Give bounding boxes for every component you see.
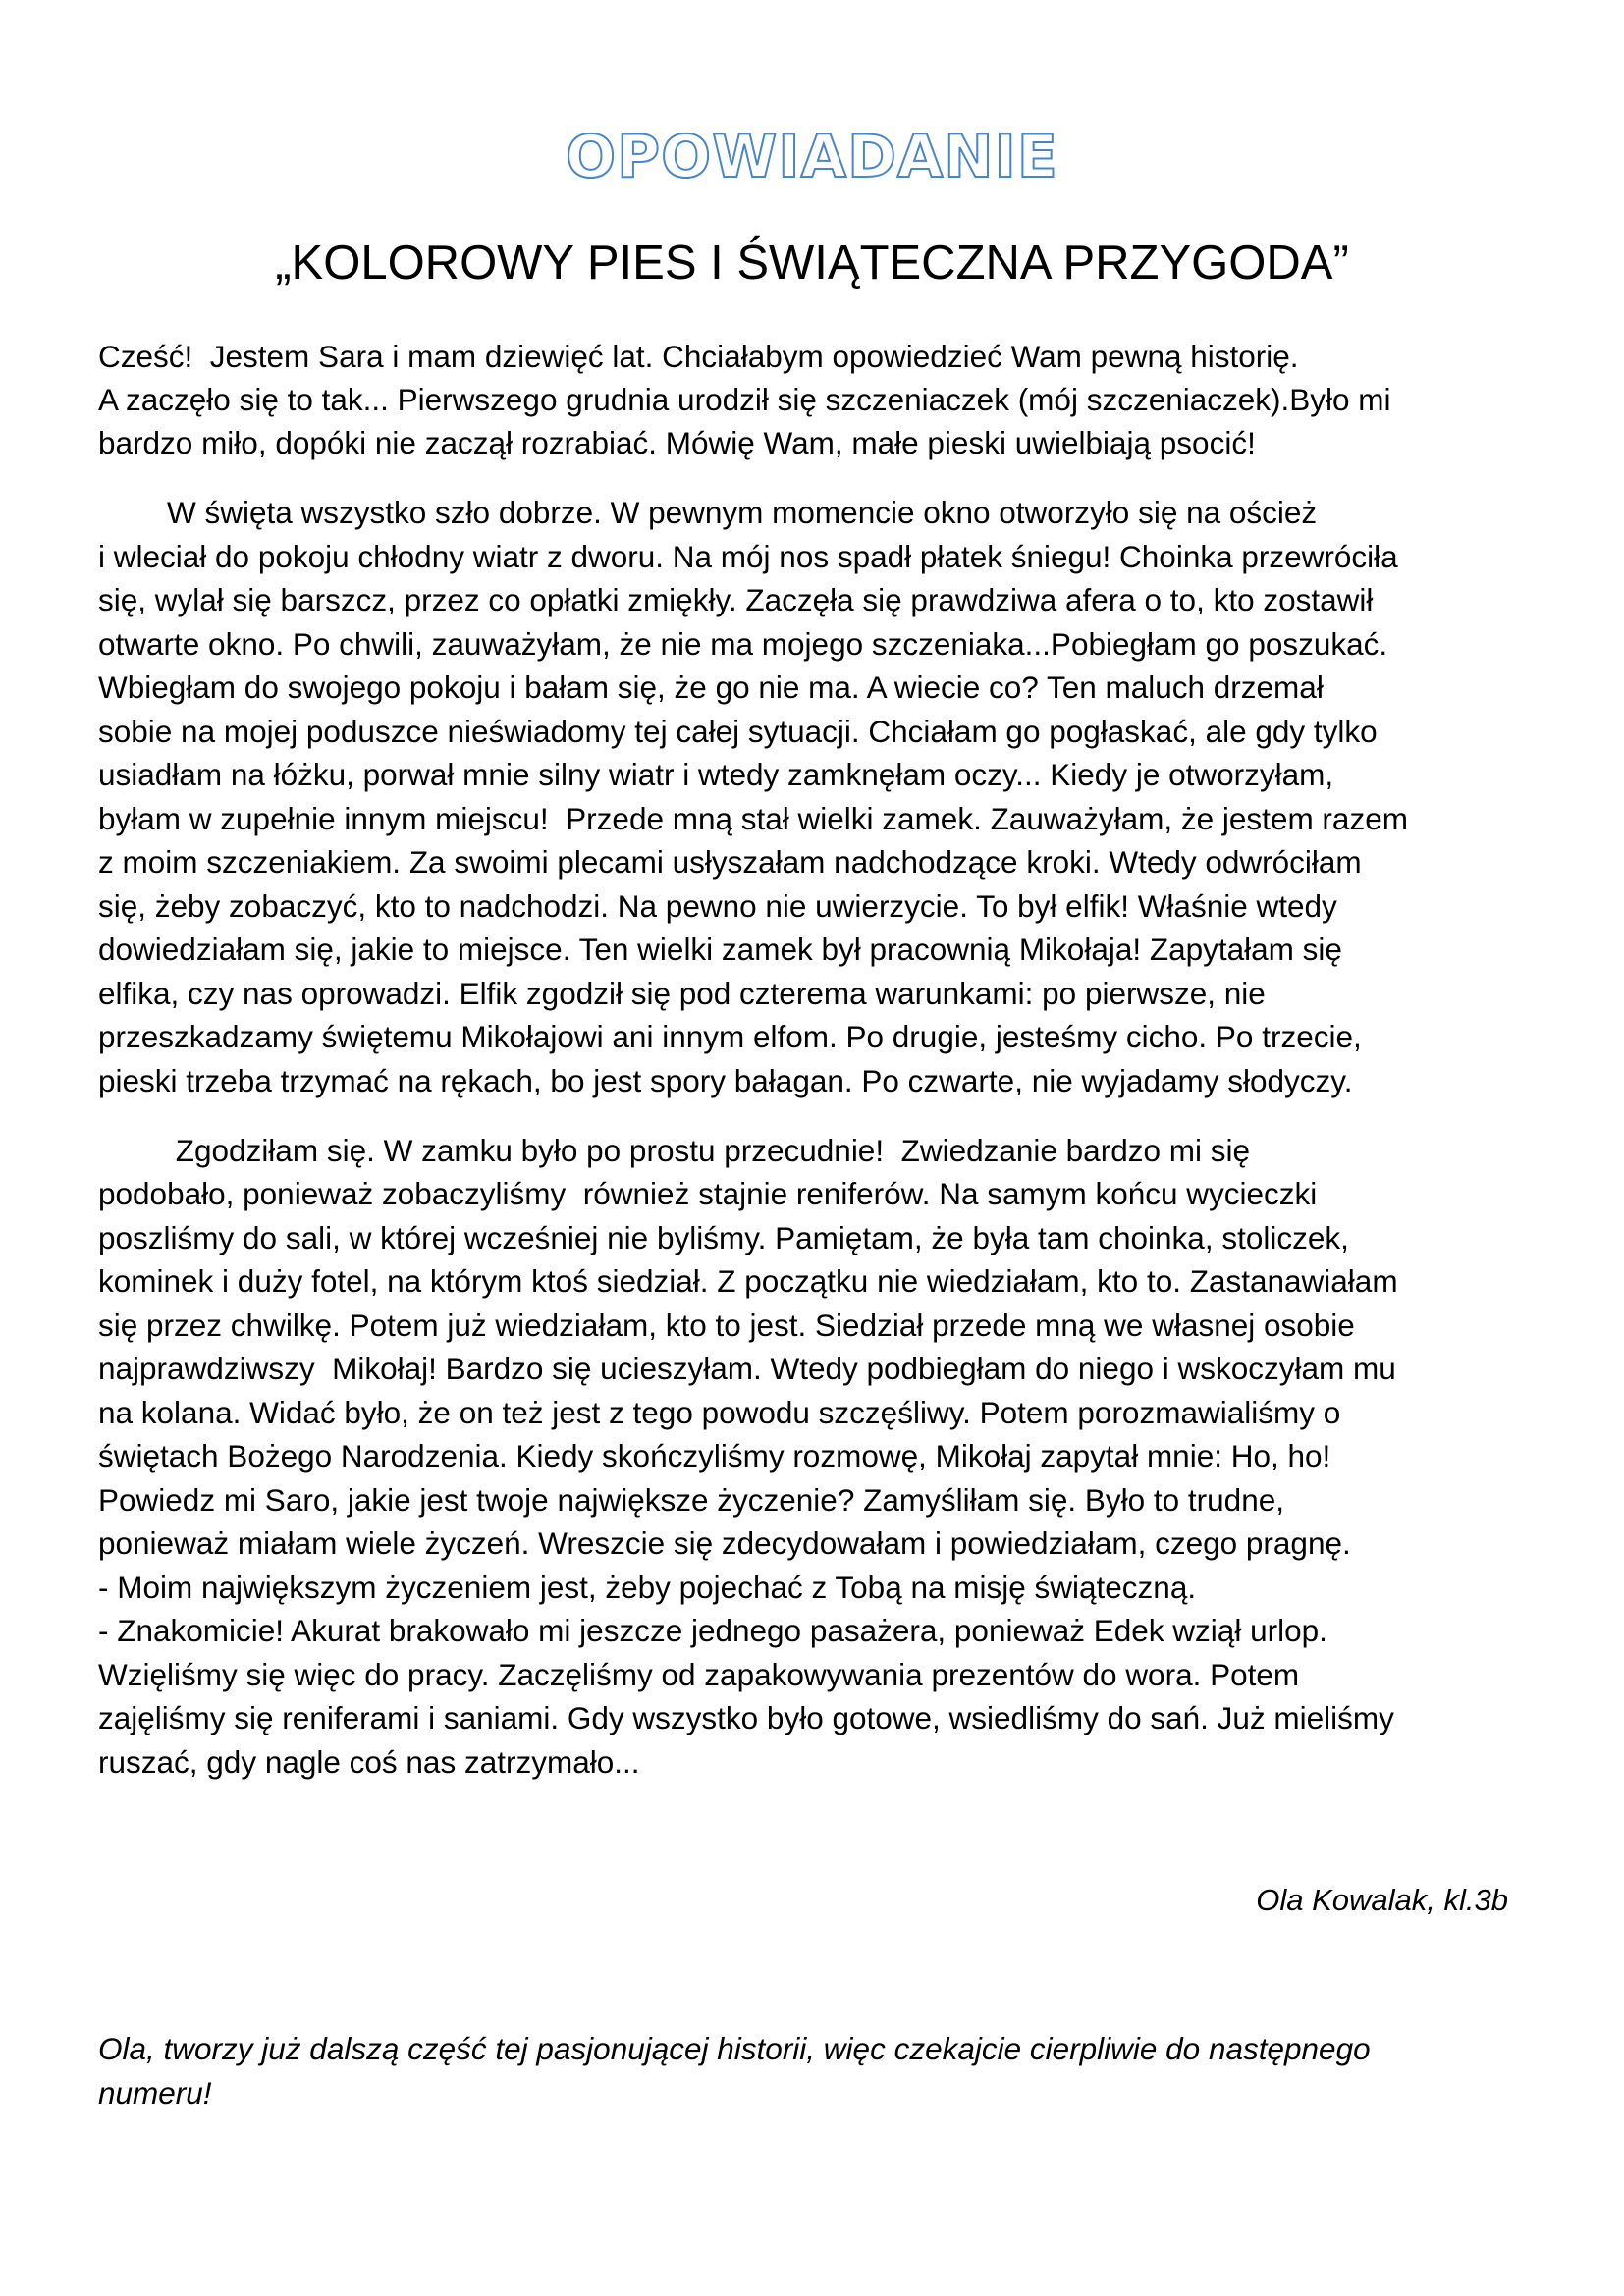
story-line: - Znakomicie! Akurat brakowało mi jeszcze jednego pasażera, ponieważ Edek wziął urlop. [98, 1613, 1327, 1648]
story-line: otwarte okno. Po chwili, zauważyłam, że nie ma mojego szczeniaka...Pobiegłam go poszukać. [98, 626, 1388, 662]
story-line: podobało, ponieważ zobaczyliśmy również stajnie reniferów. Na samym końcu wycieczki [98, 1176, 1318, 1211]
story-line: na kolana. Widać było, że on też jest z tego powodu szczęśliwy. Potem porozmawialiśmy o [98, 1395, 1341, 1430]
editor-note-line: numeru! [98, 2075, 212, 2110]
editor-note-line: Ola, tworzy już dalszą część tej pasjonującej historii, więc czekajcie cierpliwie do następnego [98, 2031, 1371, 2066]
story-line: - Moim największym życzeniem jest, żeby pojechać z Tobą na misję świąteczną. [98, 1570, 1197, 1605]
story-line: Zgodziłam się. W zamku było po prostu przecudnie! Zwiedzanie bardzo mi się [98, 1133, 1250, 1168]
story-line: W święta wszystko szło dobrze. W pewnym momencie okno otworzyło się na oścież [98, 495, 1318, 530]
section-heading: OPOWIADANIE [566, 123, 1058, 191]
story-line: ponieważ miałam wiele życzeń. Wreszcie się zdecydowałam i powiedziałam, czego pragnę. [98, 1525, 1351, 1561]
story-line: A zaczęło się to tak... Pierwszego grudnia urodził się szczeniaczek (mój szczeniaczek).Było mi [98, 382, 1391, 417]
story-line: zajęliśmy się reniferami i saniami. Gdy wszystko było gotowe, wsiedliśmy do sań. Już mieliśmy [98, 1700, 1394, 1735]
story-title: „KOLOROWY PIES I ŚWIĄTECZNA PRZYGODA” [275, 237, 1349, 290]
story-line: się przez chwilkę. Potem już wiedziałam, kto to jest. Siedział przede mną we własnej osobie [98, 1308, 1355, 1343]
story-line: najprawdziwszy Mikołaj! Bardzo się ucieszyłam. Wtedy podbiegłam do niego i wskoczyłam mu [98, 1351, 1396, 1386]
story-line: się, wylał się barszcz, przez co opłatki zmiękły. Zaczęła się prawdziwa afera o to, kto zostawił [98, 582, 1374, 617]
story-line: pieski trzeba trzymać na rękach, bo jest spory bałagan. Po czwarte, nie wyjadamy słodyczy. [98, 1063, 1353, 1098]
story-line: elfika, czy nas oprowadzi. Elfik zgodził się pod czterema warunkami: po pierwsze, nie [98, 976, 1266, 1011]
story-line: przeszkadzamy świętemu Mikołajowi ani innym elfom. Po drugie, jesteśmy cicho. Po trzecie, [98, 1019, 1362, 1054]
story-line: Wzięliśmy się więc do pracy. Zaczęliśmy od zapakowywania prezentów do wora. Potem [98, 1657, 1300, 1692]
story-line: usiadłam na łóżku, porwał mnie silny wiatr i wtedy zamknęłam oczy... Kiedy je otworzyłam, [98, 757, 1334, 792]
author-signature: Ola Kowalak, kl.3b [1256, 1883, 1508, 1917]
story-line: z moim szczeniakiem. Za swoimi plecami usłyszałam nadchodzące kroki. Wtedy odwróciłam [98, 844, 1362, 880]
story-line: kominek i duży fotel, na którym ktoś siedział. Z początku nie wiedziałam, kto to. Zastanawiałam [98, 1263, 1398, 1299]
story-line: Powiedz mi Saro, jakie jest twoje największe życzenie? Zamyśliłam się. Było to trudne, [98, 1482, 1284, 1518]
story-line: świętach Bożego Narodzenia. Kiedy skończyliśmy rozmowę, Mikołaj zapytał mnie: Ho, ho! [98, 1438, 1331, 1473]
story-line: sobie na mojej poduszce nieświadomy tej całej sytuacji. Chciałam go pogłaskać, ale gdy tylko [98, 714, 1378, 749]
story-line: dowiedziałam się, jakie to miejsce. Ten wielki zamek był pracownią Mikołaja! Zapytałam się [98, 932, 1342, 967]
story-line: bardzo miło, dopóki nie zaczął rozrabiać. Mówię Wam, małe pieski uwielbiają psocić! [98, 425, 1256, 460]
story-line: Wbiegłam do swojego pokoju i bałam się, że go nie ma. A wiecie co? Ten maluch drzemał [98, 669, 1324, 705]
story-line: i wleciał do pokoju chłodny wiatr z dworu. Na mój nos spadł płatek śniegu! Choinka przewróciła [98, 539, 1398, 574]
story-line: się, żeby zobaczyć, kto to nadchodzi. Na pewno nie uwierzycie. To był elfik! Właśnie wtedy [98, 888, 1337, 924]
story-line: poszliśmy do sali, w której wcześniej nie byliśmy. Pamiętam, że była tam choinka, stoliczek, [98, 1220, 1349, 1255]
story-line: Cześć! Jestem Sara i mam dziewięć lat. Chciałabym opowiedzieć Wam pewną historię. [98, 339, 1299, 374]
story-line: ruszać, gdy nagle coś nas zatrzymało... [98, 1744, 640, 1780]
story-line: byłam w zupełnie innym miejscu! Przede mną stał wielki zamek. Zauważyłam, że jestem razem [98, 801, 1408, 836]
